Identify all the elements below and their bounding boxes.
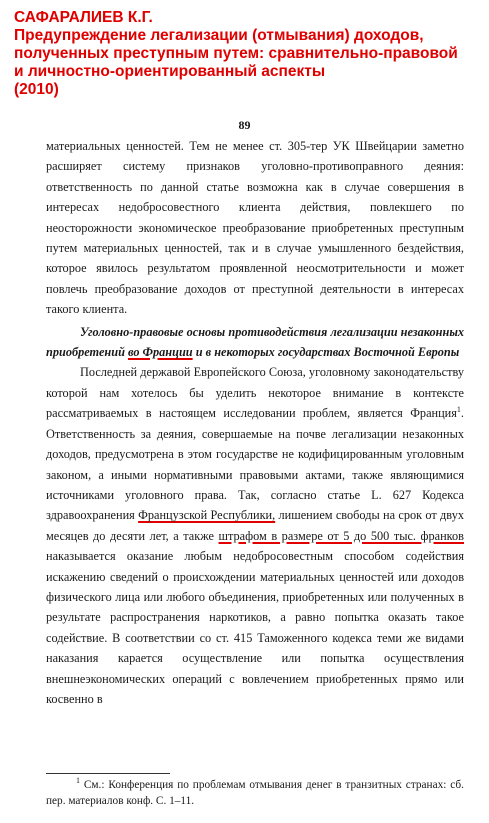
footnote-marker: 1 (76, 776, 80, 786)
body-text (46, 136, 464, 709)
page-number: 89 (238, 118, 251, 132)
highlight-fine-amount: штрафом в размере от 5 до 500 тыс. франков (218, 528, 464, 543)
heading-part-1: Уголовно-правовые основы противодействия легализации незаконных приобретений (46, 324, 464, 360)
header-title-line-1: Предупреждение легализации (отмывания) доходов, (14, 27, 424, 44)
heading-highlight-france: во Франции (128, 345, 193, 360)
section-heading (46, 322, 464, 363)
header-author: САФАРАЛИЕВ К.Г. (14, 9, 153, 26)
footnote-ref: 1 (456, 405, 461, 415)
header-title-line-2: полученных преступным путем: сравнительно-правовой (14, 45, 458, 62)
paragraph-1: материальных ценностей. Тем не менее ст. 305-тер УК Швейцарии заметно расширяет систему признаков уголовно-противоправного деяния: ответственность по данной статье возможна как в случае совершения в интересах недобросовестного клиента действия, повлекшего по неосторожности экономическое преобразование приобретенных преступным путем материальных ценностей, так и в случае умышленного бездействия, которое явилось результатом проявленной неосмотрительности и может повлечь преобразование доходов от преступной деятельности в интересах такого клиента. (46, 139, 464, 317)
paragraph-2 (46, 362, 464, 709)
paragraph-2-part-3: лишением свободы на срок от двух месяцев до десяти лет, а также (46, 508, 464, 543)
paragraph-2-part-2: . Ответственность за деяния, совершаемые на почве легализации незаконных доходов, предусмотрена в этом государстве не кодифицированным уголовным законом, а иными нормативными правовыми актами, также являющимися источниками уголовного права. Так, согласно статье L. 627 Кодекса здравоохранения (46, 406, 464, 523)
footnote (46, 777, 464, 809)
header-year: (2010) (14, 81, 59, 98)
paragraph-2-part-1: Последней державой Европейского Союза, уголовному законодательству которой нам хотелось бы уделить некоторое внимание в контексте рассматриваемых в настоящем исследовании проблем, является Франция (46, 365, 464, 421)
header-title-line-3: и личностно-ориентированный аспекты (14, 63, 326, 80)
heading-part-3: и в некоторых государствах Восточной Европы (192, 345, 460, 360)
footnote-text: См.: Конференция по проблемам отмывания денег в транзитных странах: сб. пер. материалов конф. С. 1–11. (46, 779, 464, 807)
footnote-divider (46, 773, 170, 774)
document-header (14, 9, 484, 99)
highlight-french-republic: Французской Республики, (138, 508, 276, 523)
paragraph-2-part-4: наказывается оказание любым недобросовестным способом содействия искажению сведений о происхождении материальных ценностей или доходов физического лица или любого объединения, приобретенных или полученных в результате распространения наркотиков, а равно попытка оказать такое содействие. В соответствии со ст. 415 Таможенного кодекса теми же видами наказания карается осуществление или попытка осуществления внешнеэкономических операций с вовлечением приобретенных прямо или косвенно в (46, 549, 464, 706)
